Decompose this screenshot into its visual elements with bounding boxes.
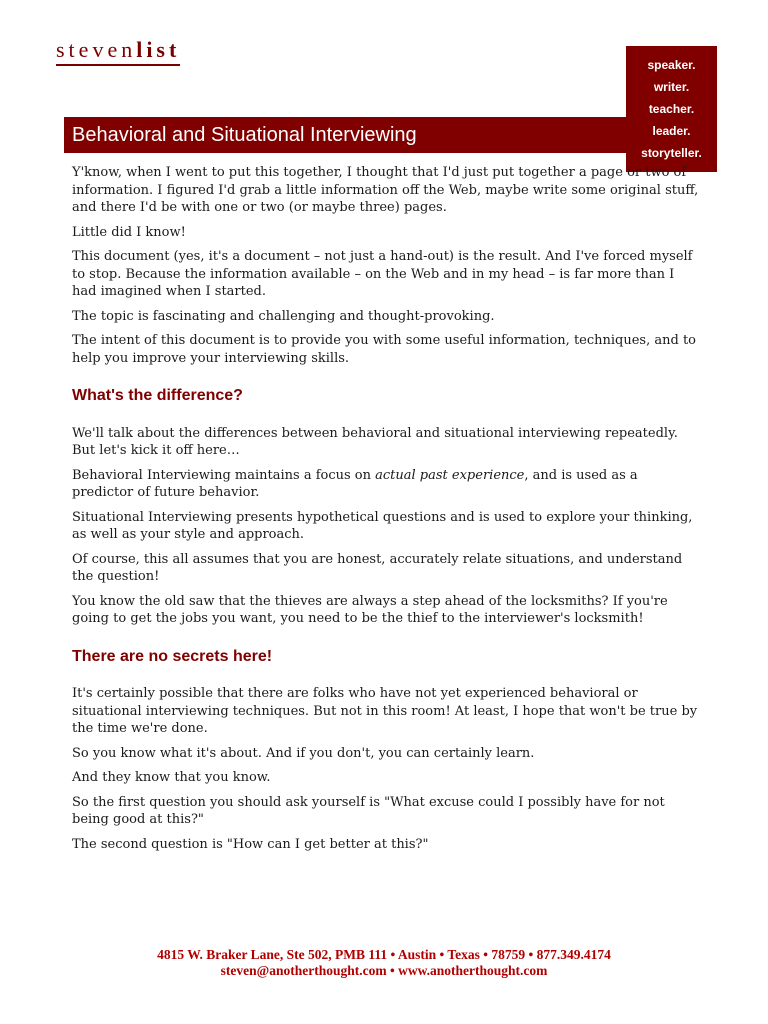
tagline-box <box>626 46 717 172</box>
footer-address: 4815 W. Braker Lane, Ste 502, PMB 111 • Austin • Texas • 78759 • 877.349.4174 <box>157 947 611 962</box>
paragraph: So you know what it's about. And if you don't, you can certainly learn. <box>72 745 535 761</box>
section-heading: There are no secrets here! <box>72 647 273 665</box>
footer-contact: steven@anotherthought.com • www.anotherthought.com <box>220 963 548 978</box>
tagline: storyteller. <box>641 146 702 160</box>
paragraph: Of course, this all assumes that you are honest, accurately relate situations, and understand the question! <box>72 551 683 584</box>
paragraph: The intent of this document is to provide you with some useful information, techniques, and to help you improve your interviewing skills. <box>72 333 696 366</box>
paragraph: And they know that you know. <box>72 770 271 785</box>
logo-bold: list <box>136 37 181 62</box>
tagline: writer. <box>653 80 690 94</box>
paragraph: This document (yes, it's a document – not just a hand-out) is the result. And I've forced myself to stop. Because the information available – on the Web and in my head – is far more than I had imagined when I started. <box>72 249 693 299</box>
tagline: leader. <box>652 124 691 138</box>
paragraph: Little did I know! <box>72 224 186 240</box>
document-body <box>72 164 702 860</box>
brand-logo <box>56 38 180 66</box>
paragraph: Situational Interviewing presents hypothetical questions and is used to explore your thinking, as well as your style and approach. <box>72 509 693 542</box>
section-heading: What's the difference? <box>72 387 243 404</box>
tagline: speaker. <box>647 58 696 72</box>
tagline: teacher. <box>648 102 695 116</box>
footer <box>0 947 768 979</box>
paragraph: It's certainly possible that there are folks who have not yet experienced behavioral or situational interviewing techniques. But not in this room! At least, I hope that won't be true by the time we're done. <box>72 686 698 736</box>
document-title: Behavioral and Situational Interviewing <box>72 124 417 146</box>
paragraph: The topic is fascinating and challenging and thought-provoking. <box>72 308 495 324</box>
paragraph <box>72 467 702 502</box>
paragraph: The second question is "How can I get better at this?" <box>72 836 429 852</box>
emphasis-text: actual past experience <box>375 467 525 483</box>
paragraph: Y'know, when I went to put this together, I thought that I'd just put together a page or two of information. I figured I'd grab a little information off the Web, maybe write some original stuff, and there I'd be with one or two (or maybe three) pages. <box>72 165 699 215</box>
text-run: , and is used as a predictor of future behavior. <box>72 467 638 500</box>
text-run: Behavioral Interviewing maintains a focus on <box>72 467 376 483</box>
title-bar <box>64 117 626 153</box>
paragraph: You know the old saw that the thieves are always a step ahead of the locksmiths? If you're going to get the jobs you want, you need to be the thief to the interviewer's locksmith! <box>72 593 668 626</box>
paragraph: We'll talk about the differences between behavioral and situational interviewing repeatedly. But let's kick it off here… <box>72 425 678 458</box>
logo-regular: steven <box>56 37 137 62</box>
paragraph: So the first question you should ask yourself is "What excuse could I possibly have for not being good at this?" <box>72 794 665 827</box>
